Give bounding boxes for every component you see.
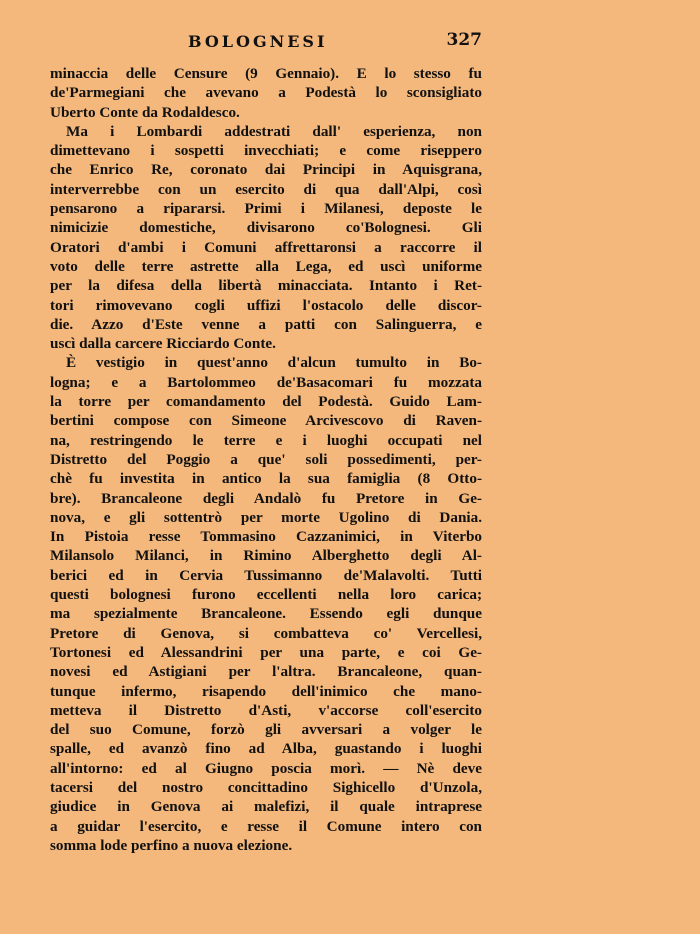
running-head: BOLOGNESI bbox=[188, 32, 328, 51]
text-line: interverrebbe con un esercito di qua dall'Alpi, così bbox=[50, 180, 482, 198]
text-line: tacersi del nostro concittadino Sighicello d'Unzola, bbox=[50, 778, 482, 796]
text-line: spalle, ed avanzò fino ad Alba, guastando i luoghi bbox=[50, 740, 482, 758]
text-line: giudice in Genova ai malefizi, il quale intraprese bbox=[50, 798, 482, 816]
text-line: del suo Comune, forzò gli avversari a volger le bbox=[50, 721, 482, 739]
text-line: novesi ed Astigiani per l'altra. Brancaleone, quan- bbox=[50, 663, 482, 681]
text-line: Milansolo Milanci, in Rimino Alberghetto degli Al- bbox=[50, 547, 482, 565]
text-line: de'Parmegiani che avevano a Podestà lo sconsigliato bbox=[50, 84, 482, 102]
text-line: In Pistoia resse Tommasino Cazzanimici, in Viterbo bbox=[50, 528, 482, 546]
text-line: somma lode perfino a nuova elezione. bbox=[50, 836, 293, 854]
text-line: na, restringendo le terre e i luoghi occupati nel bbox=[50, 431, 482, 449]
text-line: all'intorno: ed al Giugno poscia morì. — Nè deve bbox=[50, 759, 482, 777]
text-line: metteva il Distretto d'Asti, v'accorse coll'esercito bbox=[50, 701, 482, 719]
text-line: minaccia delle Censure (9 Gennaio). E lo stesso fu bbox=[50, 65, 482, 82]
text-line: tori rimovevano cogli uffizi l'ostacolo delle discor- bbox=[50, 296, 482, 314]
text-line: Ma i Lombardi addestrati dall' esperienza, non bbox=[66, 122, 482, 140]
text-line: per la difesa della libertà minacciata. Intanto i Ret- bbox=[50, 277, 482, 295]
text-line: berici ed in Cervia Tussimanno de'Malavolti. Tutti bbox=[50, 566, 482, 584]
text-line: logna; e a Bartolommeo de'Basacomari fu mozzata bbox=[50, 373, 482, 391]
text-line: Pretore di Genova, si combatteva co' Vercellesi, bbox=[50, 624, 482, 642]
text-line: bre). Brancaleone degli Andalò fu Pretore in Ge- bbox=[50, 489, 482, 507]
text-line: ma spezialmente Brancaleone. Essendo egli dunque bbox=[50, 605, 482, 623]
text-line: Tortonesi ed Alessandrini per una parte, e coi Ge- bbox=[50, 643, 482, 661]
text-line: nova, e gli sottentrò per morte Ugolino di Dania. bbox=[50, 508, 482, 526]
text-line: Distretto del Poggio a que' soli possedimenti, per- bbox=[50, 450, 482, 468]
text-line: a guidar l'esercito, e resse il Comune intero con bbox=[50, 817, 482, 835]
text-line: nimicizie domestiche, divisarono co'Bolognesi. Gli bbox=[50, 219, 482, 237]
text-line: bertini compose con Simeone Arcivescovo di Raven- bbox=[50, 412, 482, 430]
text-line: uscì dalla carcere Ricciardo Conte. bbox=[50, 335, 276, 353]
text-line: chè fu investita in antico la sua famiglia (8 Otto- bbox=[50, 470, 482, 488]
text-line: che Enrico Re, coronato dai Principi in Aquisgrana, bbox=[50, 161, 482, 179]
text-line: Oratori d'ambi i Comuni affrettaronsi a raccorre il bbox=[50, 238, 482, 256]
text-line: tunque infermo, risapendo dell'inimico che mano- bbox=[50, 682, 482, 700]
body-text bbox=[50, 64, 482, 855]
text-line: Uberto Conte da Rodaldesco. bbox=[50, 103, 240, 121]
text-line: voto delle terre astrette alla Lega, ed uscì uniforme bbox=[50, 257, 482, 275]
page-number: 327 bbox=[446, 30, 482, 50]
text-line: questi bolognesi furono eccellenti nella loro carica; bbox=[50, 586, 482, 604]
text-line: È vestigio in quest'anno d'alcun tumulto in Bo- bbox=[66, 354, 482, 372]
text-line: pensarono a ripararsi. Primi i Milanesi, deposte le bbox=[50, 200, 482, 218]
text-line: die. Azzo d'Este venne a patti con Salinguerra, e bbox=[50, 315, 482, 333]
page-header bbox=[50, 28, 482, 54]
text-line: la torre per comandamento del Podestà. Guido Lam- bbox=[50, 393, 482, 411]
text-line: dimettevano i sospetti invecchiati; e come risepperо bbox=[50, 142, 482, 160]
